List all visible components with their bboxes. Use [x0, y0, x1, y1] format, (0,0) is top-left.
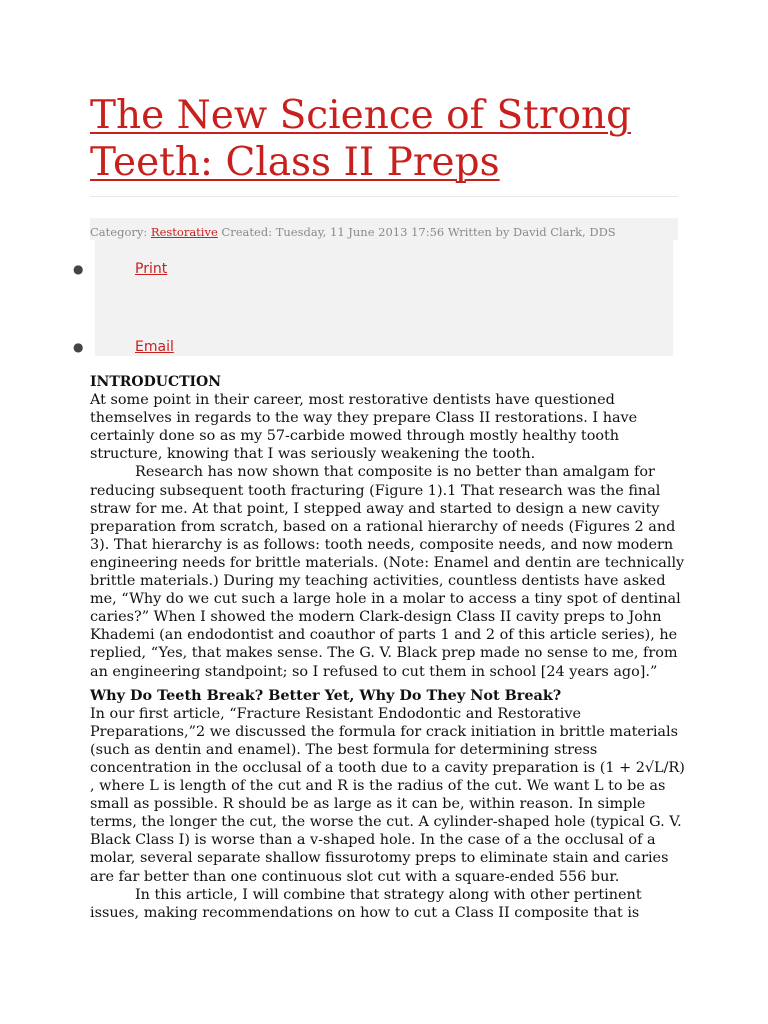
bullet-icon: ● — [73, 262, 84, 276]
section-heading: Why Do Teeth Break? Better Yet, Why Do They Not Break? — [90, 686, 562, 704]
article-actions — [95, 240, 673, 356]
paragraph: Research has now shown that composite is no better than amalgam for reducing subsequent tooth fracturing (Figure 1).1 That research was the final straw for me. At that point, I stepped away and started to design a new cavity preparation from scratch, based on a rational hierarchy of needs (Figures 2 and 3). That hierarchy is as follows: tooth needs, composite needs, and now modern engineering needs for brittle materials. (Note: Enamel and dentin are technically brittle materials.) During my teaching activities, countless dentists have asked me, “Why do we cut such a large hole in a molar to access a tiny spot of dentinal caries?” When I showed the modern Clark-design Class II cavity preps to John Khademi (an endodontist and coauthor of parts 1 and 2 of this article series), he replied, “Yes, that makes sense. The G. V. Black prep made no sense to me, from an engineering standpoint; so I refused to cut them in school [24 years ago].” — [90, 464, 685, 680]
paragraph: At some point in their career, most restorative dentists have questioned themselves in regards to the way they prepare Class II restorations. I have certainly done so as my 57-carbide mowed through mostly healthy tooth structure, knowing that I was seriously weakening the tooth. — [90, 392, 638, 463]
paragraph: In this article, I will combine that strategy along with other pertinent issues, making recommendations on how to cut a Class II composite that is — [90, 886, 642, 921]
print-link[interactable]: Print — [135, 261, 168, 277]
meta-details: Created: Tuesday, 11 June 2013 17:56 Written by David Clark, DDS — [217, 225, 616, 239]
title-divider — [90, 196, 678, 197]
paragraph: In our first article, “Fracture Resistant Endodontic and Restorative Preparations,”2 we discussed the formula for crack initiation in brittle materials (such as dentin and enamel). The best formula for determining stress concentration in the occlusal of a tooth due to a cavity preparation is (1 + 2√L/R) , where L is length of the cut and R is the radius of the cut. We want L to be as small as possible. R should be as large as it can be, within reason. In simple terms, the longer the cut, the worse the cut. A cylinder-shaped hole (typical G. V. Black Class I) is worse than a v-shaped hole. In the case of a the occlusal of a molar, several separate shallow fissurotomy preps to eliminate stain and caries are far better than one continuous slot cut with a square-ended 556 bur. — [90, 705, 685, 885]
actions-notch — [73, 280, 95, 318]
article-meta — [90, 218, 678, 240]
bullet-icon: ● — [73, 340, 84, 354]
article-body — [90, 373, 690, 922]
category-label: Category: — [90, 225, 151, 239]
category-link[interactable]: Restorative — [150, 225, 218, 239]
intro-heading: INTRODUCTION — [90, 374, 222, 390]
article-title[interactable]: The New Science of Strong Teeth: Class II Preps — [90, 93, 632, 185]
email-link[interactable]: Email — [135, 339, 174, 355]
